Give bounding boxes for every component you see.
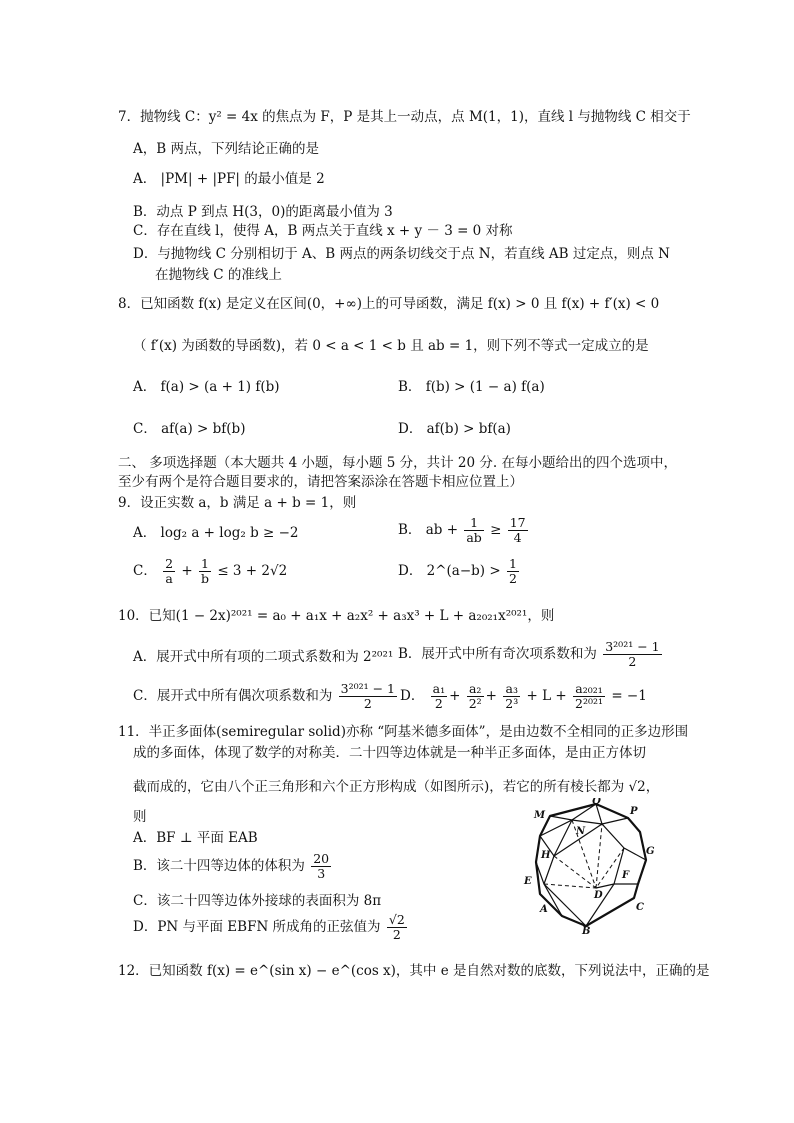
vertex-label: G: [646, 846, 655, 857]
fraction: $\frac{\text{a₃}}{\text{2³}}$: [505, 681, 519, 711]
q10-option-a: A．展开式中所有项的二项式系数和为 2²⁰²¹: [133, 649, 394, 665]
q7-option-c: C．存在直线 l，使得 A，B 两点关于直线 x + y － 3 = 0 对称: [133, 223, 513, 239]
q10-option-d: D． $\frac{\text{a₁}}{2}$ + $\frac{\text{a₂}}{\text{2²}}$ + $\frac{\text{a₃}}{\text{2³}}$ + L + $\frac{\text{a₂₀₂₁}}{\text{2²⁰²¹}}$ = −1: [400, 681, 647, 711]
q11-stem-line4: 则: [133, 809, 147, 825]
q9-option-c: C． $\frac{2}{a}$ + $\frac{1}{b}$ ≤ 3 + 2√2: [133, 556, 288, 586]
fraction: $\frac{√2}{2}$: [388, 912, 405, 942]
q11-option-a: A．BF ⊥ 平面 EAB: [133, 830, 258, 846]
vertex-label: M: [534, 810, 546, 821]
q8-option-d: D． af(b) > bf(a): [398, 421, 511, 437]
fraction: $\frac{2}{a}$: [165, 556, 174, 586]
q11-stem-line1: 11．半正多面体(semiregular solid)亦称 “阿基米德多面体”，是由边数不全相同的正多边形围: [118, 724, 689, 740]
q8-option-c: C． af(a) > bf(b): [133, 421, 246, 437]
fraction: $\frac{17}{4}$: [509, 515, 526, 545]
q9-option-b: B． ab + $\frac{1}{ab}$ ≥ $\frac{17}{4}$: [398, 515, 526, 545]
fraction: $\frac{\text{a₁}}{2}$: [432, 681, 446, 711]
q7-stem-line1: 7．抛物线 C：y² = 4x 的焦点为 F，P 是其上一动点，点 M(1，1)，直线 l 与抛物线 C 相交于: [118, 109, 691, 125]
q10-stem: 10．已知(1 − 2x)²⁰²¹ = a₀ + a₁x + a₂x² + a₃x³ + L + a₂₀₂₁x²⁰²¹，则: [118, 608, 555, 624]
q10-option-c: C．展开式中所有偶次项系数和为 $\frac{\text{3²⁰²¹ − 1}}{2}$: [133, 681, 396, 711]
q11-option-b: B．该二十四等边体的体积为 $\frac{20}{3}$: [133, 851, 330, 881]
q11-stem-line3: 截而成的，它由八个正三角形和六个正方形构成（如图所示)，若它的所有棱长都为 √2，: [133, 779, 660, 795]
q8-stem-line2: （ f′(x) 为函数的导函数)，若 0 < a < 1 < b 且 ab = 1，则下列不等式一定成立的是: [133, 338, 649, 354]
q10-option-b: B．展开式中所有奇次项系数和为 $\frac{\text{3²⁰²¹ − 1}}{2}$: [398, 639, 660, 669]
q12-stem: 12．已知函数 f(x) = e^(sin x) − e^(cos x)，其中 e 是自然对数的底数，下列说法中，正确的是: [118, 963, 710, 979]
q8-option-b: B． f(b) > (1 − a) f(a): [398, 379, 545, 395]
vertex-label: H: [541, 850, 551, 861]
fraction: $\frac{\text{a₂₀₂₁}}{\text{2²⁰²¹}}$: [575, 681, 604, 711]
vertex-label: E: [524, 876, 532, 887]
q9-option-d: D． 2^(a−b) > $\frac{1}{2}$: [398, 556, 517, 586]
vertex-label: P: [630, 806, 638, 817]
vertex-label: F: [622, 870, 630, 881]
q7-option-d-line1: D．与抛物线 C 分别相切于 A、B 两点的两条切线交于点 N，若直线 AB 过定点，则点 N: [133, 246, 670, 262]
vertex-label: A: [540, 904, 548, 915]
vertex-label: N: [576, 826, 586, 837]
q9-option-a: A． log₂ a + log₂ b ≥ −2: [133, 525, 299, 541]
section2-header-line1: 二、 多项选择题（本大题共 4 小题，每小题 5 分，共计 20 分. 在每小题给出的四个选项中，: [118, 455, 677, 471]
fraction: $\frac{\text{3²⁰²¹ − 1}}{2}$: [605, 639, 660, 669]
q9-stem: 9．设正实数 a，b 满足 a + b = 1，则: [118, 495, 357, 511]
fraction: $\frac{1}{2}$: [508, 556, 517, 586]
q8-stem-line1: 8．已知函数 f(x) 是定义在区间(0，+∞)上的可导函数，满足 f(x) > 0 且 f(x) + f′(x) < 0: [118, 296, 660, 312]
q7-stem-line2: A，B 两点，下列结论正确的是: [133, 141, 319, 157]
q7-option-a: A． |PM| + |PF| 的最小值是 2: [133, 171, 325, 187]
q11-option-d: D．PN 与平面 EBFN 所成角的正弦值为 $\frac{√2}{2}$: [133, 912, 405, 942]
q7-option-b: B．动点 P 到点 H(3，0)的距离最小值为 3: [133, 204, 393, 220]
vertex-label: C: [636, 902, 644, 913]
vertex-label: Q: [592, 798, 601, 807]
vertex-label: D: [594, 890, 603, 901]
fraction: $\frac{\text{3²⁰²¹ − 1}}{2}$: [340, 681, 396, 711]
q11-option-c: C．该二十四等边体外接球的表面积为 8π: [133, 893, 382, 909]
vertex-label: B: [582, 926, 591, 934]
q7-option-d-line2: 在抛物线 C 的准线上: [155, 267, 282, 283]
fraction: $\frac{1}{ab}$: [466, 515, 482, 545]
fraction: $\frac{\text{a₂}}{\text{2²}}$: [468, 681, 482, 711]
section2-header-line2: 至少有两个是符合题目要求的，请把答案添涂在答题卡相应位置上）: [118, 474, 523, 490]
polyhedron-figure: [518, 798, 662, 934]
fraction: $\frac{1}{b}$: [201, 556, 210, 586]
fraction: $\frac{20}{3}$: [313, 851, 330, 881]
q11-stem-line2: 成的多面体，体现了数学的对称美．二十四等边体就是一种半正多面体，是由正方体切: [133, 745, 646, 761]
q8-option-a: A． f(a) > (a + 1) f(b): [133, 379, 280, 395]
